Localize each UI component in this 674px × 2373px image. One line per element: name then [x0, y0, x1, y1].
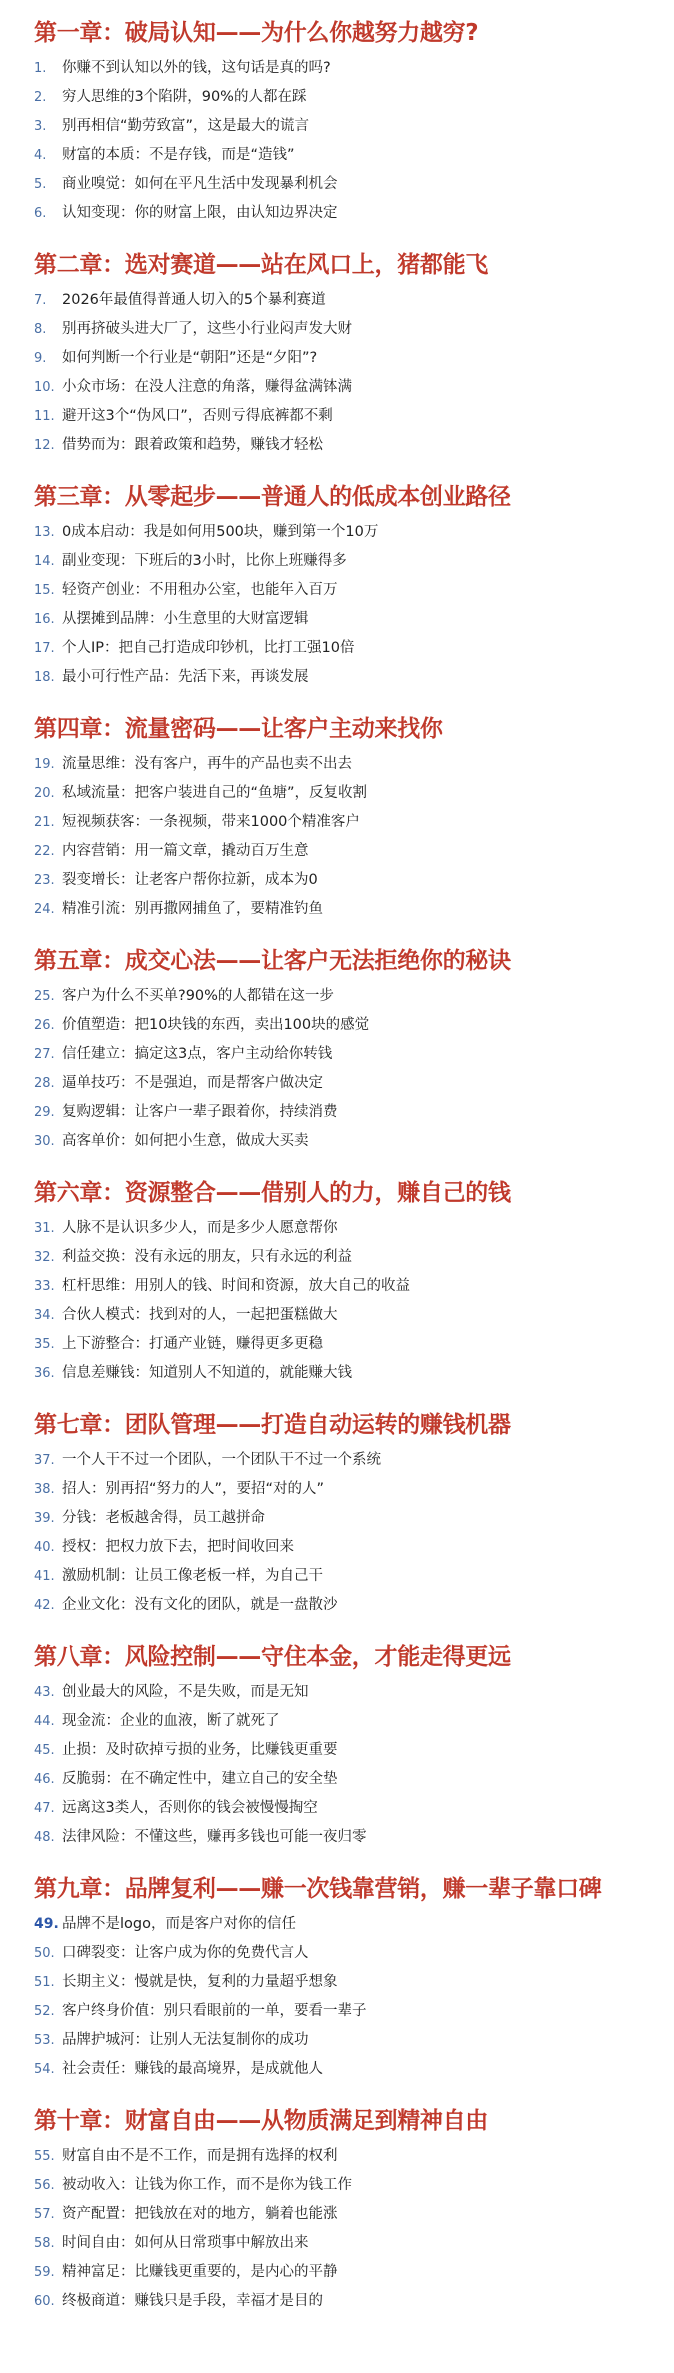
item-text: 借势而为：跟着政策和趋势，赚钱才轻松	[62, 437, 323, 453]
item-number: 42.	[34, 1598, 55, 1613]
item-number: 53.	[34, 2033, 55, 2048]
item-number: 52.	[34, 2004, 55, 2019]
item-number: 4.	[34, 148, 47, 163]
item-text: 资产配置：把钱放在对的地方，躺着也能涨	[62, 2206, 338, 2222]
list-item	[34, 1127, 646, 1156]
list-item	[34, 576, 646, 605]
list-item	[34, 866, 646, 895]
list-item	[34, 1504, 646, 1533]
item-number: 40.	[34, 1540, 55, 1555]
list-item	[34, 141, 646, 170]
item-text: 别再相信“勤劳致富”，这是最大的谎言	[62, 118, 310, 134]
item-number: 58.	[34, 2236, 55, 2251]
item-text: 避开这3个“伪风口”，否则亏得底裤都不剩	[62, 408, 333, 424]
item-number: 22.	[34, 844, 55, 859]
item-text: 一个人干不过一个团队，一个团队干不过一个系统	[62, 1452, 381, 1468]
item-number: 32.	[34, 1250, 55, 1265]
item-number: 35.	[34, 1337, 55, 1352]
item-text: 利益交换：没有永远的朋友，只有永远的利益	[62, 1249, 352, 1265]
item-number: 25.	[34, 989, 55, 1004]
item-number: 1.	[34, 61, 47, 76]
item-text: 短视频获客：一条视频，带来1000个精准客户	[62, 814, 360, 830]
list-item	[34, 1098, 646, 1127]
item-number: 55.	[34, 2149, 55, 2164]
chapter-section-6	[34, 1172, 646, 1388]
item-text: 激励机制：让员工像老板一样，为自己干	[62, 1568, 323, 1584]
item-number: 54.	[34, 2062, 55, 2077]
item-text: 反脆弱：在不确定性中，建立自己的安全垫	[62, 1771, 338, 1787]
chapter-section-2	[34, 244, 646, 460]
item-number: 49.	[34, 1916, 59, 1932]
item-text: 精神富足：比赚钱更重要的，是内心的平静	[62, 2264, 338, 2280]
list-item	[34, 1533, 646, 1562]
list-item	[34, 199, 646, 228]
item-number: 16.	[34, 612, 55, 627]
list-item	[34, 1214, 646, 1243]
chapter-title: 第十章：财富自由——从物质满足到精神自由	[34, 2108, 489, 2134]
item-text: 人脉不是认识多少人，而是多少人愿意帮你	[62, 1220, 338, 1236]
item-text: 轻资产创业：不用租办公室，也能年入百万	[62, 582, 338, 598]
item-number: 50.	[34, 1946, 55, 1961]
item-text: 裂变增长：让老客户帮你拉新，成本为0	[62, 872, 318, 888]
chapter-list	[34, 12, 646, 2316]
list-item	[34, 112, 646, 141]
list-item	[34, 895, 646, 924]
item-text: 复购逻辑：让客户一辈子跟着你，持续消费	[62, 1104, 338, 1120]
chapter-section-10	[34, 2100, 646, 2316]
item-text: 最小可行性产品：先活下来，再谈发展	[62, 669, 309, 685]
list-item	[34, 83, 646, 112]
item-number: 20.	[34, 786, 55, 801]
list-item	[34, 1272, 646, 1301]
item-number: 19.	[34, 757, 55, 772]
list-item	[34, 1040, 646, 1069]
list-item	[34, 547, 646, 576]
item-text: 客户终身价值：别只看眼前的一单，要看一辈子	[62, 2003, 367, 2019]
list-item	[34, 2055, 646, 2084]
item-number: 57.	[34, 2207, 55, 2222]
chapter-item-list	[34, 2142, 646, 2316]
chapter-item-list	[34, 1446, 646, 1620]
item-text: 品牌不是logo，而是客户对你的信任	[62, 1916, 296, 1932]
list-item	[34, 54, 646, 83]
item-text: 如何判断一个行业是“朝阳”还是“夕阳”?	[62, 350, 318, 366]
list-item	[34, 1707, 646, 1736]
item-number: 36.	[34, 1366, 55, 1381]
chapter-title: 第九章：品牌复利——赚一次钱靠营销，赚一辈子靠口碑	[34, 1876, 602, 1902]
chapter-title: 第二章：选对赛道——站在风口上，猪都能飞	[34, 252, 489, 278]
chapter-section-7	[34, 1404, 646, 1620]
item-number: 14.	[34, 554, 55, 569]
item-number: 46.	[34, 1772, 55, 1787]
list-item	[34, 286, 646, 315]
chapter-section-9	[34, 1868, 646, 2084]
item-number: 34.	[34, 1308, 55, 1323]
chapter-item-list	[34, 286, 646, 460]
list-item	[34, 1823, 646, 1852]
item-number: 3.	[34, 119, 47, 134]
item-number: 47.	[34, 1801, 55, 1816]
chapter-item-list	[34, 750, 646, 924]
item-number: 15.	[34, 583, 55, 598]
item-text: 流量思维：没有客户，再牛的产品也卖不出去	[62, 756, 352, 772]
chapter-title: 第一章：破局认知——为什么你越努力越穷?	[34, 20, 479, 46]
item-text: 你赚不到认知以外的钱，这句话是真的吗?	[62, 60, 331, 76]
list-item	[34, 2229, 646, 2258]
list-item	[34, 779, 646, 808]
chapter-section-4	[34, 708, 646, 924]
item-text: 穷人思维的3个陷阱，90%的人都在踩	[62, 89, 307, 105]
chapter-section-3	[34, 476, 646, 692]
item-text: 社会责任：赚钱的最高境界，是成就他人	[62, 2061, 323, 2077]
item-text: 副业变现：下班后的3小时，比你上班赚得多	[62, 553, 347, 569]
list-item	[34, 1446, 646, 1475]
list-item	[34, 2258, 646, 2287]
item-text: 0成本启动：我是如何用500块，赚到第一个10万	[62, 524, 379, 540]
item-number: 6.	[34, 206, 47, 221]
item-text: 商业嗅觉：如何在平凡生活中发现暴利机会	[62, 176, 338, 192]
list-item	[34, 1910, 646, 1939]
item-text: 2026年最值得普通人切入的5个暴利赛道	[62, 292, 326, 308]
list-item	[34, 1069, 646, 1098]
item-number: 7.	[34, 293, 47, 308]
item-number: 18.	[34, 670, 55, 685]
item-number: 26.	[34, 1018, 55, 1033]
chapter-section-1	[34, 12, 646, 228]
item-number: 27.	[34, 1047, 55, 1062]
item-text: 终极商道：赚钱只是手段，幸福才是目的	[62, 2293, 323, 2309]
list-item	[34, 634, 646, 663]
item-number: 24.	[34, 902, 55, 917]
item-number: 21.	[34, 815, 55, 830]
item-number: 17.	[34, 641, 55, 656]
item-number: 12.	[34, 438, 55, 453]
item-text: 小众市场：在没人注意的角落，赚得盆满钵满	[62, 379, 352, 395]
item-text: 个人IP：把自己打造成印钞机，比打工强10倍	[62, 640, 355, 656]
list-item	[34, 2026, 646, 2055]
chapter-section-8	[34, 1636, 646, 1852]
list-item	[34, 1968, 646, 1997]
item-number: 39.	[34, 1511, 55, 1526]
list-item	[34, 2200, 646, 2229]
item-number: 2.	[34, 90, 47, 105]
chapter-title: 第八章：风险控制——守住本金，才能走得更远	[34, 1644, 511, 1670]
chapter-title: 第三章：从零起步——普通人的低成本创业路径	[34, 484, 511, 510]
item-text: 企业文化：没有文化的团队，就是一盘散沙	[62, 1597, 338, 1613]
chapter-item-list	[34, 1910, 646, 2084]
item-text: 合伙人模式：找到对的人，一起把蛋糕做大	[62, 1307, 338, 1323]
item-text: 私域流量：把客户装进自己的“鱼塘”，反复收割	[62, 785, 368, 801]
list-item	[34, 2171, 646, 2200]
item-text: 分钱：老板越舍得，员工越拼命	[62, 1510, 265, 1526]
item-text: 现金流：企业的血液，断了就死了	[62, 1713, 280, 1729]
item-number: 11.	[34, 409, 55, 424]
item-text: 内容营销：用一篇文章，撬动百万生意	[62, 843, 309, 859]
list-item	[34, 373, 646, 402]
item-number: 8.	[34, 322, 47, 337]
item-number: 44.	[34, 1714, 55, 1729]
item-text: 创业最大的风险，不是失败，而是无知	[62, 1684, 309, 1700]
list-item	[34, 982, 646, 1011]
list-item	[34, 1475, 646, 1504]
list-item	[34, 402, 646, 431]
item-text: 高客单价：如何把小生意，做成大买卖	[62, 1133, 309, 1149]
list-item	[34, 2142, 646, 2171]
list-item	[34, 837, 646, 866]
item-text: 授权：把权力放下去，把时间收回来	[62, 1539, 294, 1555]
list-item	[34, 605, 646, 634]
list-item	[34, 1794, 646, 1823]
item-text: 时间自由：如何从日常琐事中解放出来	[62, 2235, 309, 2251]
list-item	[34, 808, 646, 837]
list-item	[34, 431, 646, 460]
list-item	[34, 1765, 646, 1794]
item-text: 信任建立：搞定这3点，客户主动给你转钱	[62, 1046, 333, 1062]
item-number: 56.	[34, 2178, 55, 2193]
list-item	[34, 344, 646, 373]
chapter-item-list	[34, 1678, 646, 1852]
item-number: 28.	[34, 1076, 55, 1091]
chapter-item-list	[34, 518, 646, 692]
item-number: 10.	[34, 380, 55, 395]
item-text: 认知变现：你的财富上限，由认知边界决定	[62, 205, 338, 221]
item-number: 60.	[34, 2294, 55, 2309]
item-text: 信息差赚钱：知道别人不知道的，就能赚大钱	[62, 1365, 352, 1381]
item-text: 价值塑造：把10块钱的东西，卖出100块的感觉	[62, 1017, 370, 1033]
item-text: 财富的本质：不是存钱，而是“造钱”	[62, 147, 295, 163]
list-item	[34, 1591, 646, 1620]
item-text: 杠杆思维：用别人的钱、时间和资源，放大自己的收益	[62, 1278, 410, 1294]
list-item	[34, 1301, 646, 1330]
item-text: 财富自由不是不工作，而是拥有选择的权利	[62, 2148, 338, 2164]
list-item	[34, 1562, 646, 1591]
item-number: 41.	[34, 1569, 55, 1584]
item-number: 59.	[34, 2265, 55, 2280]
item-number: 23.	[34, 873, 55, 888]
item-number: 31.	[34, 1221, 55, 1236]
chapter-item-list	[34, 54, 646, 228]
list-item	[34, 315, 646, 344]
item-text: 招人：别再招“努力的人”，要招“对的人”	[62, 1481, 325, 1497]
list-item	[34, 1330, 646, 1359]
item-text: 客户为什么不买单?90%的人都错在这一步	[62, 988, 334, 1004]
item-number: 48.	[34, 1830, 55, 1845]
list-item	[34, 2287, 646, 2316]
chapter-title: 第四章：流量密码——让客户主动来找你	[34, 716, 443, 742]
item-text: 远离这3类人，否则你的钱会被慢慢掏空	[62, 1800, 318, 1816]
chapter-section-5	[34, 940, 646, 1156]
item-text: 被动收入：让钱为你工作，而不是你为钱工作	[62, 2177, 352, 2193]
item-text: 上下游整合：打通产业链，赚得更多更稳	[62, 1336, 323, 1352]
item-number: 29.	[34, 1105, 55, 1120]
list-item	[34, 663, 646, 692]
list-item	[34, 518, 646, 547]
item-number: 37.	[34, 1453, 55, 1468]
item-text: 止损：及时砍掉亏损的业务，比赚钱更重要	[62, 1742, 338, 1758]
item-text: 口碑裂变：让客户成为你的免费代言人	[62, 1945, 309, 1961]
list-item	[34, 750, 646, 779]
item-text: 逼单技巧：不是强迫，而是帮客户做决定	[62, 1075, 323, 1091]
list-item	[34, 1359, 646, 1388]
chapter-title: 第五章：成交心法——让客户无法拒绝你的秘诀	[34, 948, 511, 974]
item-text: 法律风险：不懂这些，赚再多钱也可能一夜归零	[62, 1829, 367, 1845]
list-item	[34, 1736, 646, 1765]
chapter-title: 第六章：资源整合——借别人的力，赚自己的钱	[34, 1180, 511, 1206]
item-text: 别再挤破头进大厂了，这些小行业闷声发大财	[62, 321, 352, 337]
list-item	[34, 1939, 646, 1968]
chapter-title: 第七章：团队管理——打造自动运转的赚钱机器	[34, 1412, 511, 1438]
chapter-item-list	[34, 982, 646, 1156]
list-item	[34, 1011, 646, 1040]
item-number: 30.	[34, 1134, 55, 1149]
item-number: 43.	[34, 1685, 55, 1700]
item-number: 45.	[34, 1743, 55, 1758]
item-number: 9.	[34, 351, 47, 366]
item-text: 精准引流：别再撒网捕鱼了，要精准钓鱼	[62, 901, 323, 917]
item-number: 33.	[34, 1279, 55, 1294]
list-item	[34, 1678, 646, 1707]
item-number: 13.	[34, 525, 55, 540]
list-item	[34, 170, 646, 199]
item-number: 5.	[34, 177, 47, 192]
item-number: 38.	[34, 1482, 55, 1497]
chapter-item-list	[34, 1214, 646, 1388]
list-item	[34, 1243, 646, 1272]
item-number: 51.	[34, 1975, 55, 1990]
item-text: 从摆摊到品牌：小生意里的大财富逻辑	[62, 611, 309, 627]
list-item	[34, 1997, 646, 2026]
item-text: 长期主义：慢就是快，复利的力量超乎想象	[62, 1974, 338, 1990]
item-text: 品牌护城河：让别人无法复制你的成功	[62, 2032, 309, 2048]
